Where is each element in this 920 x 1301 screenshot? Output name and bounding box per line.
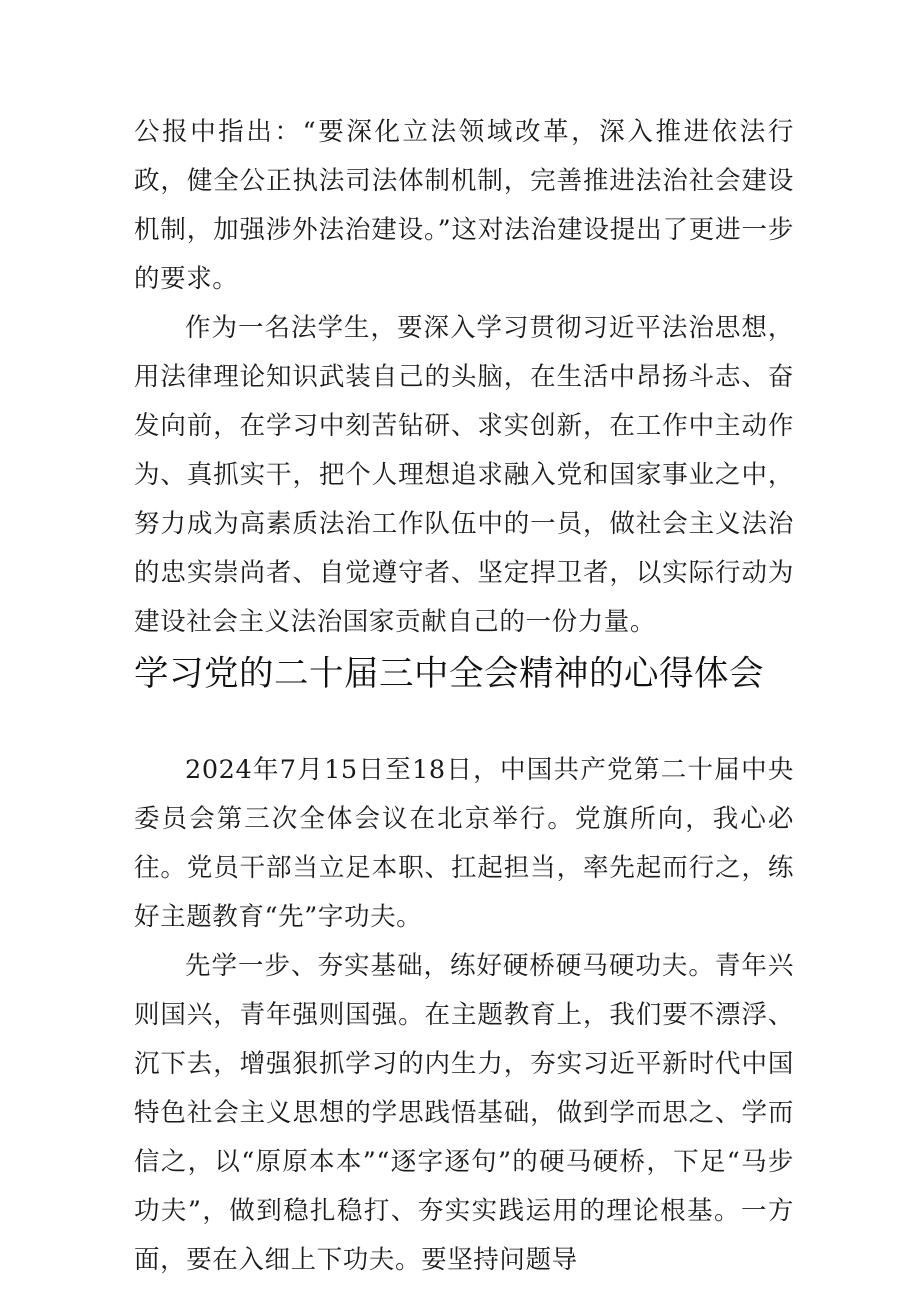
- section-2-body: [134, 746, 794, 1285]
- paragraph: 先学一步、夯实基础，练好硬桥硬马硬功夫。青年兴则国兴，青年强则国强。在主题教育上，我们要不漂浮、沉下去，增强狠抓学习的内生力，夯实习近平新时代中国特色社会主义思想的学思践悟基础，做到学而思之、学而信之，以“原原本本”“逐字逐句”的硬马硬桥，下足“马步功夫”，做到稳扎稳打、夯实实践运用的理论根基。一方面，要在入细上下功夫。要坚持问题导: [134, 951, 794, 1275]
- page-title: 学习党的二十届三中全会精神的心得体会: [134, 654, 764, 694]
- section-1-body: [134, 108, 794, 647]
- paragraph: 2024年7月15日至18日，中国共产党第二十届中央委员会第三次全体会议在北京举行。党旗所向，我心必往。党员干部当立足本职、扛起担当，率先起而行之，练好主题教育“先”字功夫。: [134, 755, 794, 932]
- paragraph: 公报中指出：“要深化立法领域改革，深入推进依法行政，健全公正执法司法体制机制，完善推进法治社会建设机制，加强涉外法治建设。”这对法治建设提出了更进一步的要求。: [134, 117, 794, 294]
- paragraph: 作为一名法学生，要深入学习贯彻习近平法治思想，用法律理论知识武装自己的头脑，在生活中昂扬斗志、奋发向前，在学习中刻苦钻研、求实创新，在工作中主动作为、真抓实干，把个人理想追求融入党和国家事业之中，努力成为高素质法治工作队伍中的一员，做社会主义法治的忠实崇尚者、自觉遵守者、坚定捍卫者，以实际行动为建设社会主义法治国家贡献自己的一份力量。: [134, 313, 794, 637]
